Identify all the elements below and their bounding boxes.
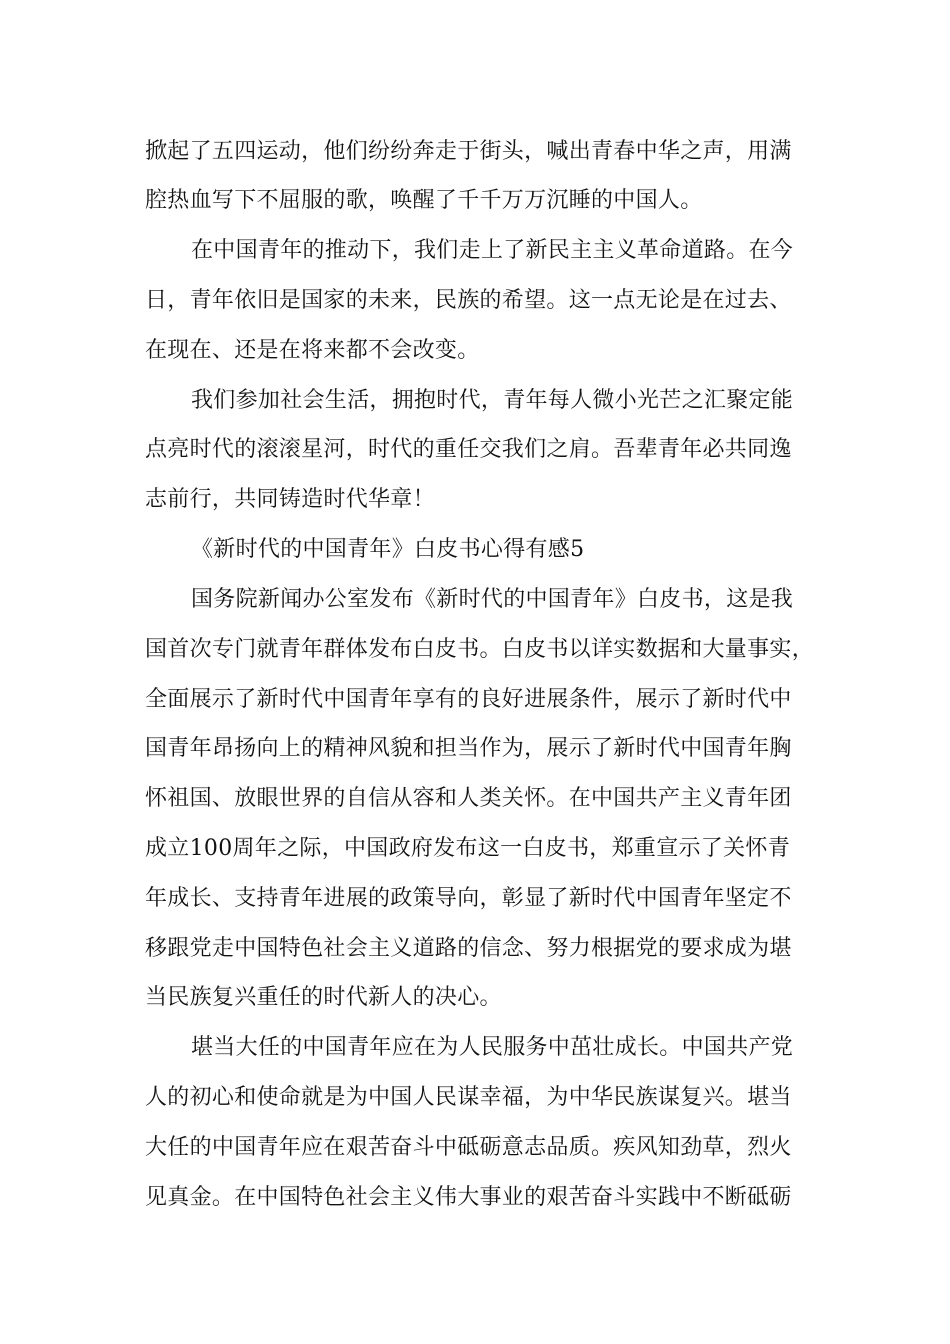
paragraph-first-line: 我们参加社会生活，拥抱时代，青年每人微小光芒之汇聚定能 xyxy=(191,388,794,413)
text-line: 移跟党走中国特色社会主义道路的信念、努力根据党的要求成为堪 xyxy=(145,936,792,961)
text-line: 大任的中国青年应在艰苦奋斗中砥砺意志品质。疾风知劲草，烈火 xyxy=(145,1135,792,1160)
text-line: 掀起了五四运动，他们纷纷奔走于街头，喊出青春中华之声，用满 xyxy=(145,139,792,164)
text-line: 国首次专门就青年群体发布白皮书。白皮书以详实数据和大量事实， xyxy=(145,637,815,662)
paragraph-first-line: 在中国青年的推动下，我们走上了新民主主义革命道路。在今 xyxy=(191,238,794,263)
text-line: 见真金。在中国特色社会主义伟大事业的艰苦奋斗实践中不断砥砺 xyxy=(145,1185,792,1210)
text-line: 国青年昂扬向上的精神风貌和担当作为，展示了新时代中国青年胸 xyxy=(145,736,792,761)
text-line: 人的初心和使命就是为中国人民谋幸福，为中华民族谋复兴。堪当 xyxy=(145,1085,792,1110)
paragraph-first-line: 国务院新闻办公室发布《新时代的中国青年》白皮书，这是我 xyxy=(191,587,794,612)
text-line: 志前行，共同铸造时代华章！ xyxy=(145,487,435,512)
text-line: 全面展示了新时代中国青年享有的良好进展条件，展示了新时代中 xyxy=(145,687,792,712)
text-line: 成立100周年之际，中国政府发布这一白皮书，郑重宣示了关怀青 xyxy=(145,836,790,861)
text-line: 点亮时代的滚滚星河，时代的重任交我们之肩。吾辈青年必共同逸 xyxy=(145,437,792,462)
text-line: 在现在、还是在将来都不会改变。 xyxy=(145,338,480,363)
section-heading: 《新时代的中国青年》白皮书心得有感5 xyxy=(191,537,585,562)
text-line: 年成长、支持青年进展的政策导向，彰显了新时代中国青年坚定不 xyxy=(145,886,792,911)
paragraph-first-line: 堪当大任的中国青年应在为人民服务中茁壮成长。中国共产党 xyxy=(191,1035,794,1060)
text-line: 腔热血写下不屈服的歌，唤醒了千千万万沉睡的中国人。 xyxy=(145,188,703,213)
text-line: 日，青年依旧是国家的未来，民族的希望。这一点无论是在过去、 xyxy=(145,288,792,313)
text-line: 当民族复兴重任的时代新人的决心。 xyxy=(145,985,502,1010)
text-line: 怀祖国、放眼世界的自信从容和人类关怀。在中国共产主义青年团 xyxy=(145,786,792,811)
